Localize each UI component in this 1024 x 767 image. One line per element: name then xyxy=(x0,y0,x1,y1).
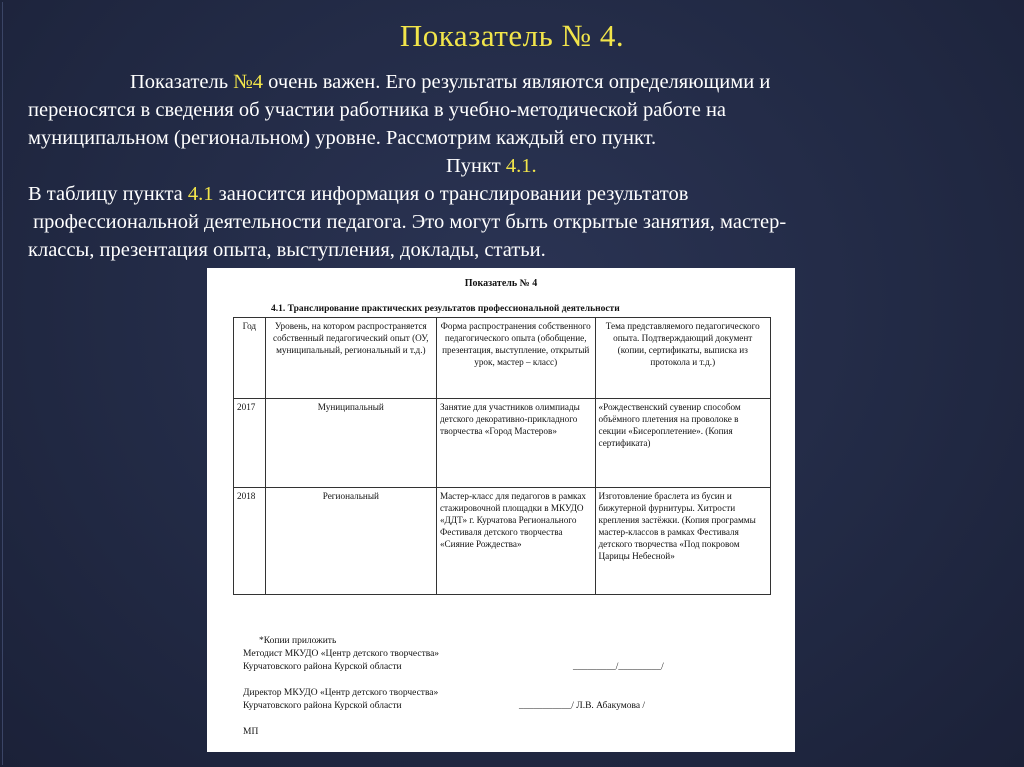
slide-frame-line xyxy=(2,2,3,765)
point-heading-number: 4.1. xyxy=(505,155,537,177)
cell-topic: «Рождественский сувенир способом объёмного плетения на проволоке в секции «Бисероплетение». (Копия сертификата) xyxy=(595,399,771,488)
cell-form: Занятие для участников олимпиады детского декоративно-прикладного творчества «Город Мастеров» xyxy=(436,399,595,488)
cell-level: Муниципальный xyxy=(265,399,436,488)
cell-form: Мастер-класс для педагогов в рамках стажировочной площадки в МКУДО «ДДТ» г. Курчатова Регионального Фестиваля детского творчества «Сияние Рождества» xyxy=(436,488,595,595)
methodist-signature: _________/_________/ xyxy=(573,662,664,672)
para2-line1: В таблицу пункта 4.1 заносится информация о транслировании результатов xyxy=(28,183,689,205)
document-title: Показатель № 4 xyxy=(464,278,538,289)
document-table xyxy=(233,317,771,595)
copies-note: *Копии приложить xyxy=(259,636,337,646)
table-header-row xyxy=(234,318,771,399)
para1-highlight: №4 xyxy=(233,71,264,93)
col-header-level: Уровень, на котором распространяется собственный педагогический опыт (ОУ, муниципальный, региональный и т.д.) xyxy=(265,318,436,399)
para1-line2: переносятся в сведения об участии работника в учебно-методической работе на xyxy=(28,99,727,121)
point-heading: Пункт 4.1. xyxy=(446,155,537,177)
para1-line1: Показатель №4 очень важен. Его результаты являются определяющими и xyxy=(130,71,771,93)
director-line1: Директор МКУДО «Центр детского творчества» xyxy=(243,688,439,698)
para2-highlight: 4.1 xyxy=(187,183,214,205)
document-subtitle: 4.1. Транслирование практических результатов профессиональной деятельности xyxy=(271,304,620,314)
methodist-line1: Методист МКУДО «Центр детского творчества» xyxy=(243,649,440,659)
col-header-topic: Тема представляемого педагогического опыта. Подтверждающий документ (копии, сертификаты, выписка из протокола и т.д.) xyxy=(595,318,771,399)
scanned-document xyxy=(207,268,795,752)
col-header-year: Год xyxy=(234,318,266,399)
director-line2: Курчатовского района Курской области xyxy=(243,701,402,711)
table-row xyxy=(234,488,771,595)
stamp-mark: МП xyxy=(243,727,259,737)
para2-line3: классы, презентация опыта, выступления, доклады, статьи. xyxy=(28,239,546,261)
table-row xyxy=(234,399,771,488)
col-header-form: Форма распространения собственного педагогического опыта (обобщение, презентация, выступление, открытый урок, мастер – класс) xyxy=(436,318,595,399)
cell-topic: Изготовление браслета из бусин и бижутерной фурнитуры. Хитрости крепления застёжки. (Копия программы мастер-классов в рамках Фестиваля детского творчества «Под покровом Царицы Небесной» xyxy=(595,488,771,595)
para1-line3: муниципальном (региональном) уровне. Рассмотрим каждый его пункт. xyxy=(28,127,657,149)
para2-line2: профессиональной деятельности педагога. Это могут быть открытые занятия, мастер- xyxy=(28,211,787,233)
cell-year: 2017 xyxy=(234,399,266,488)
slide-body xyxy=(28,68,988,264)
methodist-line2: Курчатовского района Курской области xyxy=(243,662,402,672)
cell-year: 2018 xyxy=(234,488,266,595)
slide-title: Показатель № 4. xyxy=(399,18,625,53)
cell-level: Региональный xyxy=(265,488,436,595)
director-signature: ___________/ Л.В. Абакумова / xyxy=(519,701,646,711)
